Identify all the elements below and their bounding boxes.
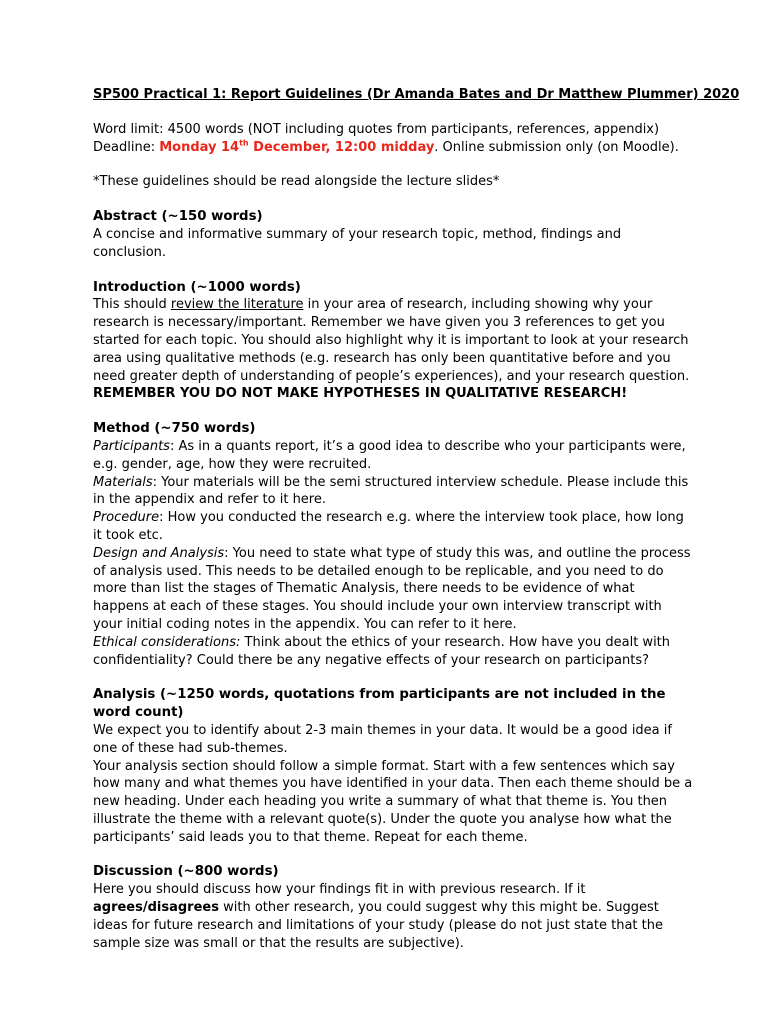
introduction-body: [93, 296, 693, 385]
discussion-heading: Discussion (~800 words): [93, 864, 279, 880]
materials-label: Materials: [93, 474, 153, 490]
abstract-body: A concise and informative summary of your research topic, method, findings and conclusion.: [93, 226, 622, 260]
discussion-body-start: Here you should discuss how your findings fit in with previous research. If it: [93, 882, 586, 898]
materials-text: : Your materials will be the semi structured interview schedule. Please include this in the appendix and refer to it here.: [93, 474, 689, 508]
participants-text: : As in a quants report, it’s a good idea to describe who your participants were, e.g. gender, age, how they were recruited.: [93, 438, 686, 472]
deadline-date-suffix: th: [239, 138, 249, 148]
analysis-heading: Analysis (~1250 words, quotations from participants are not included in the word count): [93, 687, 666, 721]
method-participants: [93, 438, 693, 474]
method-procedure: [93, 509, 693, 545]
review-literature-text: review the literature: [170, 297, 304, 313]
procedure-label: Procedure: [93, 510, 160, 526]
method-design: [93, 545, 693, 634]
introduction-body-start: This should: [93, 297, 171, 313]
ethics-label: Ethical considerations:: [93, 634, 241, 650]
discussion-body-rest: with other research, you could suggest why this might be. Suggest ideas for future research and limitations of your study (please do not just state that the sample size was small or that the results are subjective).: [93, 900, 663, 951]
analysis-body-2: Your analysis section should follow a simple format. Start with a few sentences which say how many and what themes you have identified in your data. Then each theme should be a new heading. Under each heading you write a summary of what that theme is. You then illustrate the theme with a relevant quote(s). Under the quote you analyse how what the participants’ said leads you to that theme. Repeat for each theme.: [93, 758, 693, 845]
hypotheses-warning: REMEMBER YOU DO NOT MAKE HYPOTHESES IN QUALITATIVE RESEARCH!: [93, 386, 628, 402]
word-limit: Word limit: 4500 words (NOT including quotes from participants, references, appendix): [93, 121, 660, 137]
method-ethics: [93, 634, 693, 670]
method-materials: [93, 474, 693, 510]
abstract-heading: Abstract (~150 words): [93, 209, 263, 225]
design-label: Design and Analysis: [93, 545, 225, 561]
deadline-date-day: Monday 14: [159, 139, 240, 155]
participants-label: Participants: [93, 438, 170, 454]
document-page: [93, 86, 740, 952]
method-heading: Method (~750 words): [93, 421, 256, 437]
procedure-text: : How you conducted the research e.g. where the interview took place, how long it took etc.: [93, 510, 684, 543]
analysis-body-1: We expect you to identify about 2-3 main themes in your data. It would be a good idea if one of these had sub-themes.: [93, 722, 672, 756]
deadline-suffix: . Online submission only (on Moodle).: [434, 139, 679, 155]
introduction-heading: Introduction (~1000 words): [93, 279, 301, 295]
deadline-line: [93, 139, 693, 157]
deadline-label: Deadline:: [93, 139, 160, 155]
document-title: SP500 Practical 1: Report Guidelines (Dr Amanda Bates and Dr Matthew Plummer) 2020: [93, 87, 740, 102]
agrees-disagrees-text: agrees/disagrees: [93, 900, 219, 916]
introduction-body-rest: in your area of research, including showing why your research is necessary/important. Remember we have given you 3 references to get you started for each topic. You should also highlight why it is important to look at your research area using qualitative methods (e.g. research has only been quantitative before and you need greater depth of understanding of people’s experiences), and your research question.: [93, 297, 690, 384]
ethics-text: Think about the ethics of your research. How have you dealt with confidentiality? Could there be any negative effects of your research on participants?: [93, 634, 671, 668]
design-text: : You need to state what type of study this was, and outline the process of analysis used. This needs to be detailed enough to be replicable, and you need to do more than list the stages of Thematic Analysis, there needs to be evidence of what happens at each of these stages. You should include your own interview transcript with your initial coding notes in the appendix. You can refer to it here.: [93, 545, 691, 632]
guidelines-note: *These guidelines should be read alongside the lecture slides*: [93, 174, 500, 190]
deadline-date: [159, 140, 434, 155]
deadline-date-time: December, 12:00 midday: [248, 139, 435, 155]
discussion-body: [93, 881, 693, 952]
